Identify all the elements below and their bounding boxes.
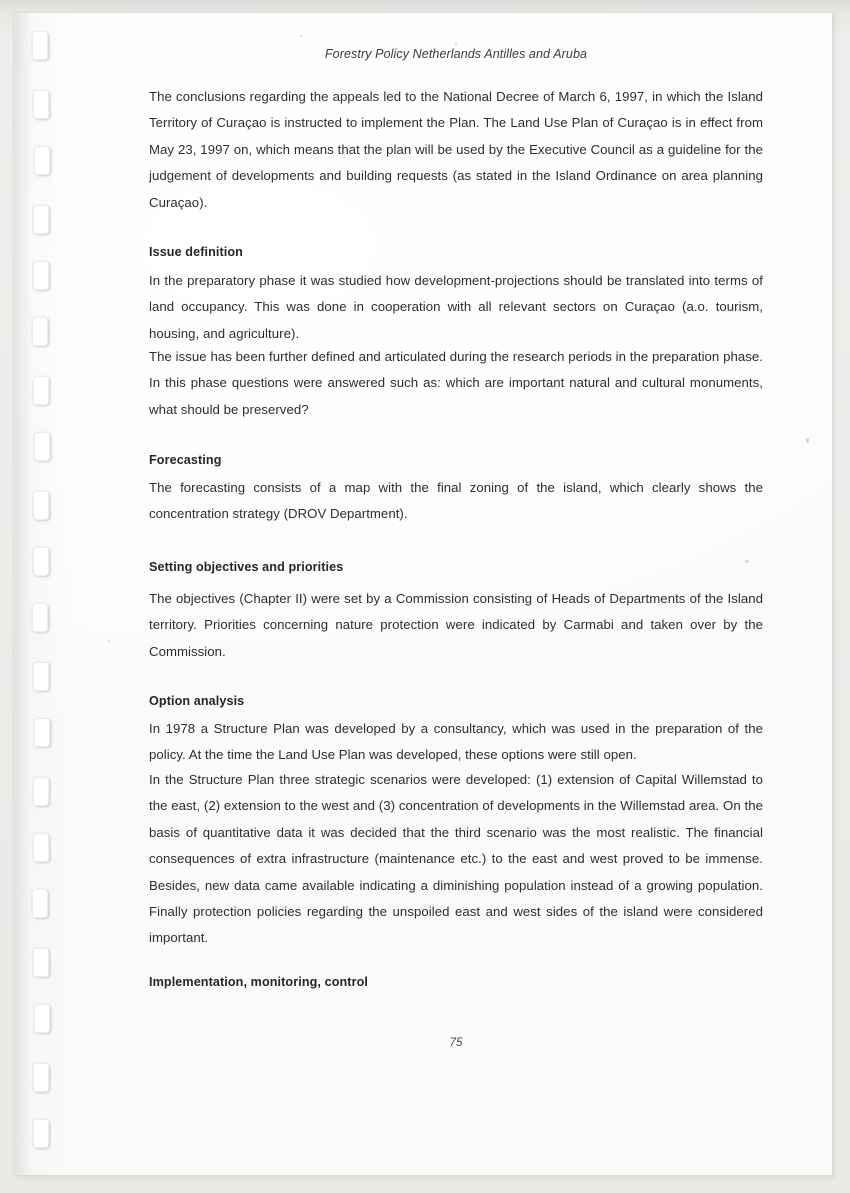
punch-hole [33, 662, 49, 691]
scan-speck [455, 42, 457, 45]
punch-hole [33, 261, 49, 290]
heading-option-analysis: Option analysis [149, 694, 245, 708]
paragraph-option-analysis-1: In 1978 a Structure Plan was developed by a consultancy, which was used in the preparation of the policy. At the time the Land Use Plan was developed, these options were still open. [149, 721, 763, 763]
punch-hole [33, 205, 49, 234]
punch-hole [34, 146, 50, 175]
binding-punch-holes [33, 0, 53, 1193]
running-head: Forestry Policy Netherlands Antilles and Aruba [324, 47, 588, 61]
scan-speck [108, 640, 110, 642]
heading-forecasting: Forecasting [149, 453, 222, 467]
scan-speck [806, 438, 809, 443]
heading-setting-objectives: Setting objectives and priorities [149, 560, 344, 574]
punch-hole [34, 432, 50, 461]
paragraph-forecasting: The forecasting consists of a map with the final zoning of the island, which clearly shows the concentration strategy (DROV Department). [149, 480, 763, 522]
scan-speck [300, 35, 302, 37]
punch-hole [33, 547, 49, 576]
punch-hole [34, 718, 50, 747]
paragraph-intro: The conclusions regarding the appeals led to the National Decree of March 6, 1997, in which the Island Territory of Curaçao is instructed to implement the Plan. The Land Use Plan of Curaçao is in effect from May 23, 1997 on, which means that the plan will be used by the Executive Council as a guideline for the judgement of developments and building requests (as stated in the Island Ordinance on area planning Curaçao). [149, 89, 763, 210]
punch-hole [33, 1063, 49, 1092]
heading-implementation: Implementation, monitoring, control [149, 975, 368, 989]
punch-hole [32, 889, 48, 918]
punch-hole [34, 1004, 50, 1033]
punch-hole [32, 31, 48, 60]
punch-hole [32, 777, 48, 806]
punch-hole [33, 90, 49, 119]
page-number: 75 [449, 1037, 463, 1049]
paragraph-objectives: The objectives (Chapter II) were set by a Commission consisting of Heads of Departments of the Island territory. Priorities concerning nature protection were indicated by Carmabi and taken over by the Commission. [149, 591, 763, 659]
punch-hole [33, 376, 49, 405]
heading-issue-definition: Issue definition [149, 245, 243, 259]
scan-speck [745, 560, 749, 563]
punch-hole [32, 317, 48, 346]
paragraph-issue-definition-1: In the preparatory phase it was studied how development-projections should be translated into terms of land occupancy. This was done in cooperation with all relevant sectors on Curaçao (a.o. tourism, housing, and agriculture). [149, 273, 763, 341]
punch-hole [33, 948, 49, 977]
paragraph-option-analysis-2: In the Structure Plan three strategic scenarios were developed: (1) extension of Capital Willemstad to the east, (2) extension to the west and (3) concentration of developments in the Willemstad area. On the basis of quantitative data it was decided that the third scenario was the most realistic. The financial consequences of extra infrastructure (maintenance etc.) to the east and west proved to be immense. Besides, new data came available indicating a diminishing population instead of a growing population. Finally protection policies regarding the unspoiled east and west sides of the island were considered important. [149, 772, 763, 946]
punch-hole [33, 833, 49, 862]
punch-hole [32, 491, 48, 520]
punch-hole [33, 1119, 49, 1148]
paragraph-issue-definition-2: The issue has been further defined and articulated during the research periods in the preparation phase. In this phase questions were answered such as: which are important natural and cultural monuments, what should be preserved? [149, 349, 763, 417]
punch-hole [32, 603, 48, 632]
